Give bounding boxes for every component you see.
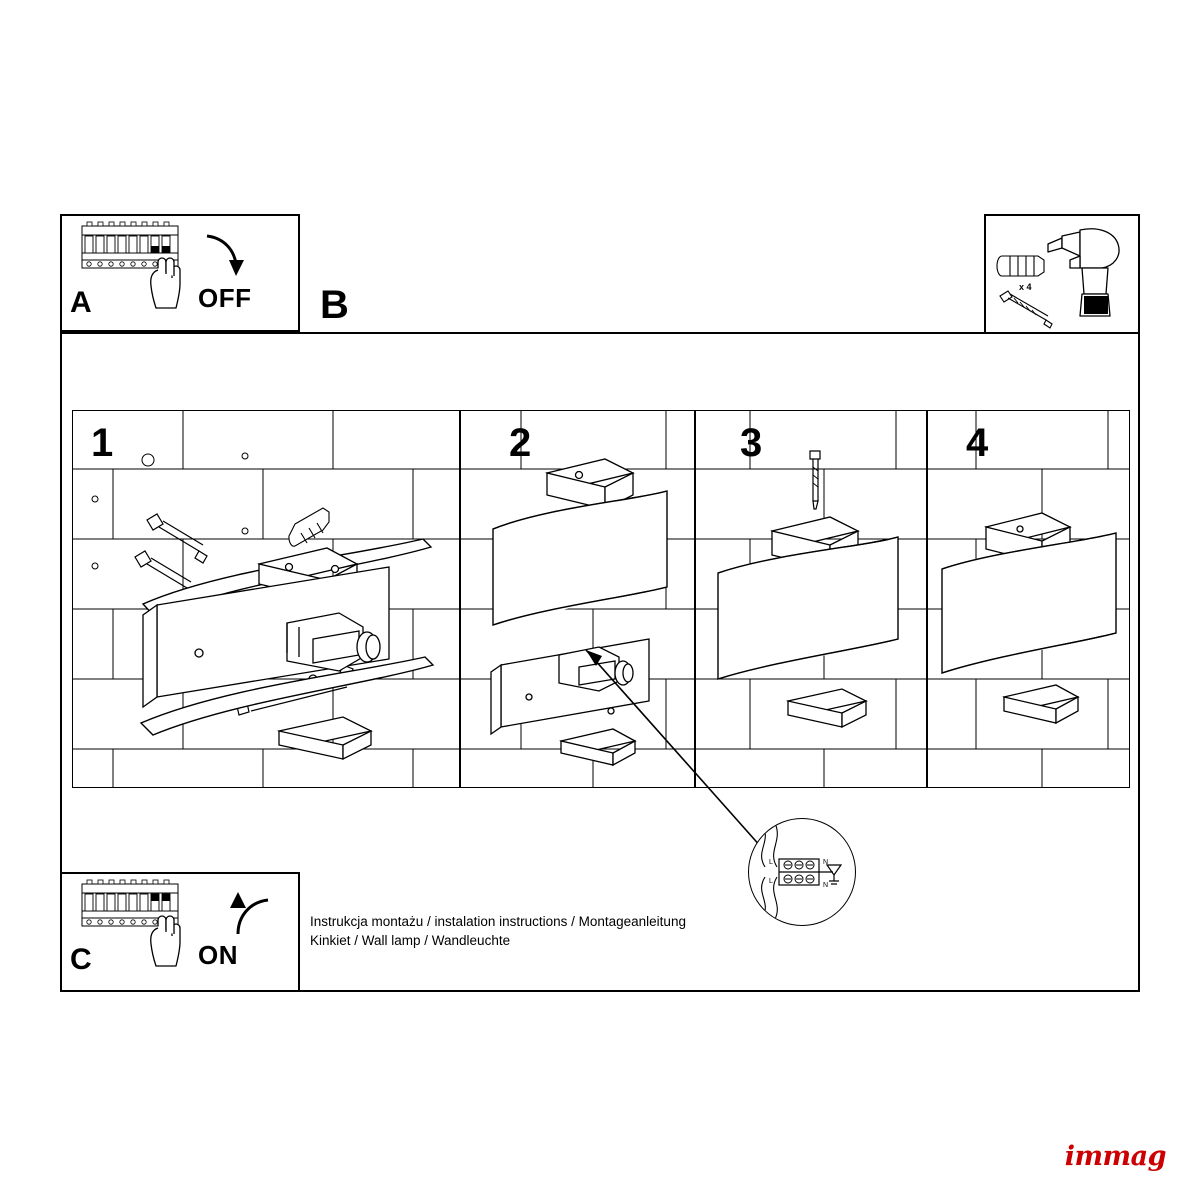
step-1-illustration (73, 411, 459, 787)
breaker-off-illustration (62, 216, 298, 330)
terminal-detail-circle (748, 818, 856, 926)
step-cell-2 (460, 410, 695, 788)
svg-text:N: N (823, 859, 829, 866)
panel-a-letter: A (70, 286, 92, 319)
caption-line-2: Kinkiet / Wall lamp / Wandleuchte (310, 933, 511, 948)
step-4-illustration (928, 411, 1129, 787)
tools-quantity-label: x 4 (1019, 282, 1032, 292)
terminal-block-detail-illustration (749, 819, 855, 925)
tools-illustration (986, 216, 1138, 346)
svg-text:L: L (769, 878, 773, 885)
step-cell-3 (695, 410, 927, 788)
step-number-4: 4 (966, 421, 989, 465)
panel-c (60, 872, 300, 992)
breaker-on-illustration (62, 874, 298, 990)
panel-c-letter: C (70, 943, 92, 976)
step-2-illustration (461, 411, 694, 787)
panel-b-letter: B (320, 283, 349, 327)
brand-logo: immag (1064, 1141, 1166, 1172)
panel-c-action-label: ON (198, 940, 238, 970)
step-3-illustration (696, 411, 926, 787)
step-cell-4 (927, 410, 1130, 788)
step-number-3: 3 (740, 421, 763, 465)
step-number-2: 2 (509, 421, 532, 465)
panel-a-action-label: OFF (198, 283, 252, 313)
step-cell-1 (72, 410, 460, 788)
panel-tools (984, 214, 1140, 348)
caption-line-1: Instrukcja montażu / instalation instructions / Montageanleitung (310, 914, 686, 929)
svg-text:N: N (823, 882, 829, 889)
svg-text:L: L (769, 859, 773, 866)
panel-a (60, 214, 300, 332)
step-number-1: 1 (91, 421, 114, 465)
